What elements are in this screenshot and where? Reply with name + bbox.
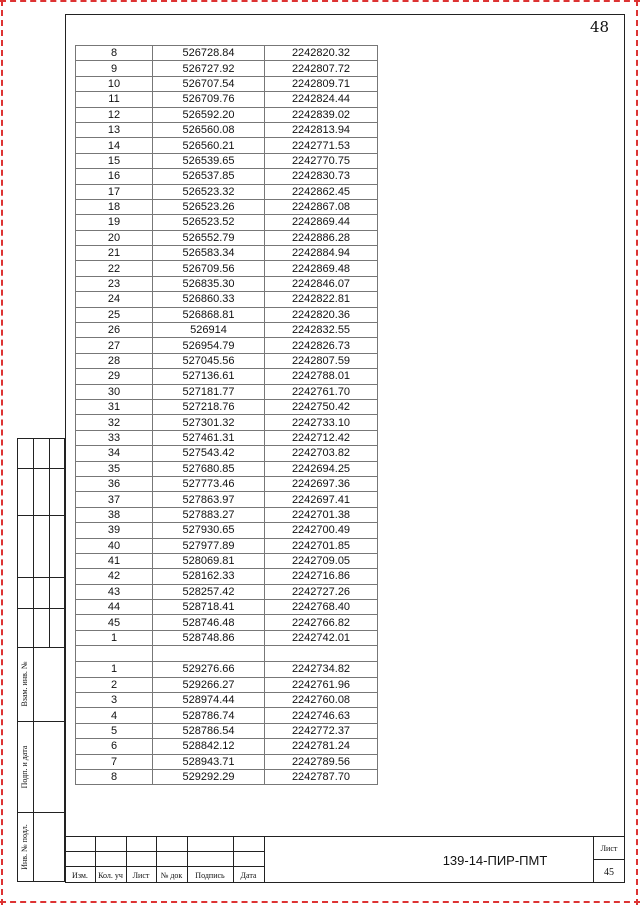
point-number-cell: 13: [76, 122, 153, 137]
point-number-cell: 40: [76, 538, 153, 553]
x-coordinate-cell: 528162.33: [153, 569, 265, 584]
y-coordinate-cell: 2242761.96: [265, 677, 378, 692]
y-coordinate-cell: 2242832.55: [265, 323, 378, 338]
x-coordinate-cell: 528746.48: [153, 615, 265, 630]
point-number-cell: 38: [76, 507, 153, 522]
table-row: [76, 292, 378, 307]
point-number-cell: 7: [76, 754, 153, 769]
x-coordinate-cell: 528974.44: [153, 693, 265, 708]
x-coordinate-cell: 526860.33: [153, 292, 265, 307]
point-number-cell: 45: [76, 615, 153, 630]
table-row: [76, 107, 378, 122]
point-number-cell: 12: [76, 107, 153, 122]
y-coordinate-cell: 2242716.86: [265, 569, 378, 584]
x-coordinate-cell: 528786.54: [153, 723, 265, 738]
y-coordinate-cell: 2242694.25: [265, 461, 378, 476]
point-number-cell: 15: [76, 153, 153, 168]
y-coordinate-cell: 2242734.82: [265, 662, 378, 677]
table-row: [76, 384, 378, 399]
point-number-cell: 44: [76, 600, 153, 615]
point-number-cell: 43: [76, 584, 153, 599]
x-coordinate-cell: 527045.56: [153, 353, 265, 368]
y-coordinate-cell: 2242809.71: [265, 76, 378, 91]
point-number-cell: 18: [76, 199, 153, 214]
y-coordinate-cell: 2242846.07: [265, 276, 378, 291]
table-row: [76, 538, 378, 553]
y-coordinate-cell: 2242766.82: [265, 615, 378, 630]
point-number-cell: 8: [76, 46, 153, 61]
point-number-cell: 29: [76, 369, 153, 384]
title-block-col-line: [264, 836, 265, 883]
y-coordinate-cell: 2242742.01: [265, 630, 378, 645]
point-number-cell: 34: [76, 446, 153, 461]
point-number-cell: 27: [76, 338, 153, 353]
x-coordinate-cell: 526914: [153, 323, 265, 338]
x-coordinate-cell: 527543.42: [153, 446, 265, 461]
y-coordinate-cell: 2242746.63: [265, 708, 378, 723]
x-coordinate-cell: 527680.85: [153, 461, 265, 476]
y-coordinate-cell: 2242787.70: [265, 769, 378, 784]
side-divider: [17, 468, 65, 469]
x-coordinate-cell: 526835.30: [153, 276, 265, 291]
y-coordinate-cell: 2242822.81: [265, 292, 378, 307]
table-row: [76, 600, 378, 615]
y-coordinate-cell: 2242884.94: [265, 246, 378, 261]
cut-line-right: [636, 0, 638, 905]
y-coordinate-cell: 2242813.94: [265, 122, 378, 137]
table-row: [76, 353, 378, 368]
y-coordinate-cell: 2242807.72: [265, 61, 378, 76]
point-number-cell: 35: [76, 461, 153, 476]
x-coordinate-cell: 528069.81: [153, 553, 265, 568]
table-row: [76, 399, 378, 414]
table-row: [76, 446, 378, 461]
x-coordinate-cell: 526583.34: [153, 246, 265, 261]
y-coordinate-cell: 2242700.49: [265, 523, 378, 538]
table-row: [76, 307, 378, 322]
y-coordinate-cell: 2242826.73: [265, 338, 378, 353]
table-row: [76, 199, 378, 214]
side-cell-vzam-value: [33, 647, 65, 722]
x-coordinate-cell: 528786.74: [153, 708, 265, 723]
x-coordinate-cell: 527301.32: [153, 415, 265, 430]
point-number-cell: 30: [76, 384, 153, 399]
point-number-cell: 8: [76, 769, 153, 784]
y-coordinate-cell: 2242701.38: [265, 507, 378, 522]
point-number-cell: 21: [76, 246, 153, 261]
y-coordinate-cell: 2242703.82: [265, 446, 378, 461]
table-row: [76, 76, 378, 91]
x-coordinate-cell: 526552.79: [153, 230, 265, 245]
side-cell: [33, 438, 50, 648]
cut-line-bottom: [0, 901, 640, 903]
point-number-cell: [76, 646, 153, 662]
y-coordinate-cell: 2242807.59: [265, 353, 378, 368]
table-row: [76, 415, 378, 430]
table-row: [76, 261, 378, 276]
vzam-inv-label: Взам. инв. №: [20, 661, 29, 707]
x-coordinate-cell: 526592.20: [153, 107, 265, 122]
point-number-cell: 14: [76, 138, 153, 153]
point-number-cell: 1: [76, 630, 153, 645]
table-row: [76, 723, 378, 738]
point-number-cell: 5: [76, 723, 153, 738]
x-coordinate-cell: 527461.31: [153, 430, 265, 445]
x-coordinate-cell: 529292.29: [153, 769, 265, 784]
y-coordinate-cell: [265, 646, 378, 662]
x-coordinate-cell: 526523.26: [153, 199, 265, 214]
point-number-cell: 32: [76, 415, 153, 430]
table-row: [76, 693, 378, 708]
side-divider: [17, 608, 65, 609]
y-coordinate-cell: 2242867.08: [265, 199, 378, 214]
y-coordinate-cell: 2242760.08: [265, 693, 378, 708]
y-coordinate-cell: 2242886.28: [265, 230, 378, 245]
side-divider: [17, 515, 65, 516]
y-coordinate-cell: 2242770.75: [265, 153, 378, 168]
x-coordinate-cell: 529266.27: [153, 677, 265, 692]
point-number-cell: 6: [76, 739, 153, 754]
label-sheet: Лист: [600, 844, 618, 853]
y-coordinate-cell: 2242789.56: [265, 754, 378, 769]
table-row: [76, 662, 378, 677]
table-row: [76, 215, 378, 230]
point-number-cell: 3: [76, 693, 153, 708]
y-coordinate-cell: 2242750.42: [265, 399, 378, 414]
table-row: [76, 553, 378, 568]
point-number-cell: 19: [76, 215, 153, 230]
label-podpis: Подпись: [195, 871, 225, 880]
point-number-cell: 4: [76, 708, 153, 723]
x-coordinate-cell: 528748.86: [153, 630, 265, 645]
y-coordinate-cell: 2242824.44: [265, 92, 378, 107]
x-coordinate-cell: 526539.65: [153, 153, 265, 168]
x-coordinate-cell: 528718.41: [153, 600, 265, 615]
point-number-cell: 26: [76, 323, 153, 338]
side-cell: [49, 438, 65, 648]
table-row: [76, 61, 378, 76]
table-row: [76, 569, 378, 584]
point-number-cell: 25: [76, 307, 153, 322]
table-row: [76, 754, 378, 769]
title-block: [65, 836, 625, 883]
x-coordinate-cell: [153, 646, 265, 662]
x-coordinate-cell: 527136.61: [153, 369, 265, 384]
x-coordinate-cell: 527181.77: [153, 384, 265, 399]
y-coordinate-cell: 2242830.73: [265, 169, 378, 184]
x-coordinate-cell: 528842.12: [153, 739, 265, 754]
inv-podl-label: Инв. № подл.: [20, 824, 29, 870]
table-row: [76, 369, 378, 384]
x-coordinate-cell: 527883.27: [153, 507, 265, 522]
y-coordinate-cell: 2242781.24: [265, 739, 378, 754]
table-row: [76, 46, 378, 61]
point-number-cell: 41: [76, 553, 153, 568]
table-row: [76, 92, 378, 107]
table-row: [76, 739, 378, 754]
point-number-cell: 24: [76, 292, 153, 307]
y-coordinate-cell: 2242820.32: [265, 46, 378, 61]
title-block-top-line: [65, 836, 625, 837]
x-coordinate-cell: 527773.46: [153, 476, 265, 491]
point-number-cell: 9: [76, 61, 153, 76]
table-row: [76, 507, 378, 522]
point-number-cell: 17: [76, 184, 153, 199]
x-coordinate-cell: 526728.84: [153, 46, 265, 61]
point-number-cell: 33: [76, 430, 153, 445]
x-coordinate-cell: 526954.79: [153, 338, 265, 353]
table-row: [76, 492, 378, 507]
y-coordinate-cell: 2242761.70: [265, 384, 378, 399]
table-row: [76, 708, 378, 723]
side-divider: [17, 577, 65, 578]
side-cell-inv-value: [33, 812, 65, 882]
label-kol-uch: Кол. уч: [98, 871, 123, 880]
y-coordinate-cell: 2242727.26: [265, 584, 378, 599]
table-row: [76, 323, 378, 338]
table-row: [76, 769, 378, 784]
coordinates-table-body: [76, 46, 378, 785]
y-coordinate-cell: 2242862.45: [265, 184, 378, 199]
point-number-cell: 1: [76, 662, 153, 677]
point-number-cell: 11: [76, 92, 153, 107]
x-coordinate-cell: 527977.89: [153, 538, 265, 553]
table-row: [76, 523, 378, 538]
table-row: [76, 677, 378, 692]
x-coordinate-cell: 527930.65: [153, 523, 265, 538]
point-number-cell: 42: [76, 569, 153, 584]
y-coordinate-cell: 2242701.85: [265, 538, 378, 553]
table-row: [76, 184, 378, 199]
y-coordinate-cell: 2242869.48: [265, 261, 378, 276]
table-row: [76, 276, 378, 291]
point-number-cell: 22: [76, 261, 153, 276]
table-row: [76, 646, 378, 662]
x-coordinate-cell: 526523.52: [153, 215, 265, 230]
cut-line-left: [1, 0, 3, 905]
table-row: [76, 584, 378, 599]
y-coordinate-cell: 2242712.42: [265, 430, 378, 445]
document-code: 139-14-ПИР-ПМТ: [442, 853, 548, 868]
y-coordinate-cell: 2242788.01: [265, 369, 378, 384]
y-coordinate-cell: 2242839.02: [265, 107, 378, 122]
label-izm: Изм.: [72, 871, 88, 880]
y-coordinate-cell: 2242771.53: [265, 138, 378, 153]
point-number-cell: 28: [76, 353, 153, 368]
point-number-cell: 23: [76, 276, 153, 291]
table-row: [76, 430, 378, 445]
table-row: [76, 153, 378, 168]
label-n-dok: № док: [160, 871, 183, 880]
point-number-cell: 31: [76, 399, 153, 414]
y-coordinate-cell: 2242772.37: [265, 723, 378, 738]
x-coordinate-cell: 526707.54: [153, 76, 265, 91]
point-number-cell: 2: [76, 677, 153, 692]
table-row: [76, 630, 378, 645]
label-list: Лист: [132, 871, 150, 880]
point-number-cell: 39: [76, 523, 153, 538]
x-coordinate-cell: 526560.08: [153, 122, 265, 137]
sheet-number: 45: [604, 867, 614, 878]
table-row: [76, 246, 378, 261]
table-row: [76, 230, 378, 245]
table-row: [76, 338, 378, 353]
side-cell: [17, 438, 34, 648]
y-coordinate-cell: 2242709.05: [265, 553, 378, 568]
x-coordinate-cell: 529276.66: [153, 662, 265, 677]
coordinates-table: [75, 45, 378, 785]
x-coordinate-cell: 526523.32: [153, 184, 265, 199]
y-coordinate-cell: 2242820.36: [265, 307, 378, 322]
point-number-cell: 16: [76, 169, 153, 184]
table-row: [76, 122, 378, 137]
point-number-cell: 10: [76, 76, 153, 91]
y-coordinate-cell: 2242869.44: [265, 215, 378, 230]
y-coordinate-cell: 2242768.40: [265, 600, 378, 615]
x-coordinate-cell: 528943.71: [153, 754, 265, 769]
y-coordinate-cell: 2242697.36: [265, 476, 378, 491]
x-coordinate-cell: 526709.56: [153, 261, 265, 276]
x-coordinate-cell: 526868.81: [153, 307, 265, 322]
table-row: [76, 169, 378, 184]
point-number-cell: 36: [76, 476, 153, 491]
table-row: [76, 615, 378, 630]
x-coordinate-cell: 527863.97: [153, 492, 265, 507]
x-coordinate-cell: 527218.76: [153, 399, 265, 414]
x-coordinate-cell: 526727.92: [153, 61, 265, 76]
table-row: [76, 138, 378, 153]
x-coordinate-cell: 528257.42: [153, 584, 265, 599]
side-cell-podp-value: [33, 721, 65, 813]
cut-line-top: [0, 0, 640, 2]
table-row: [76, 461, 378, 476]
y-coordinate-cell: 2242697.41: [265, 492, 378, 507]
x-coordinate-cell: 526709.76: [153, 92, 265, 107]
side-margin-stamp: [17, 438, 65, 882]
page-number: 48: [590, 18, 610, 36]
point-number-cell: 37: [76, 492, 153, 507]
point-number-cell: 20: [76, 230, 153, 245]
x-coordinate-cell: 526537.85: [153, 169, 265, 184]
label-data: Дата: [240, 871, 257, 880]
y-coordinate-cell: 2242733.10: [265, 415, 378, 430]
x-coordinate-cell: 526560.21: [153, 138, 265, 153]
table-row: [76, 476, 378, 491]
podp-data-label: Подп. и дата: [20, 745, 29, 789]
